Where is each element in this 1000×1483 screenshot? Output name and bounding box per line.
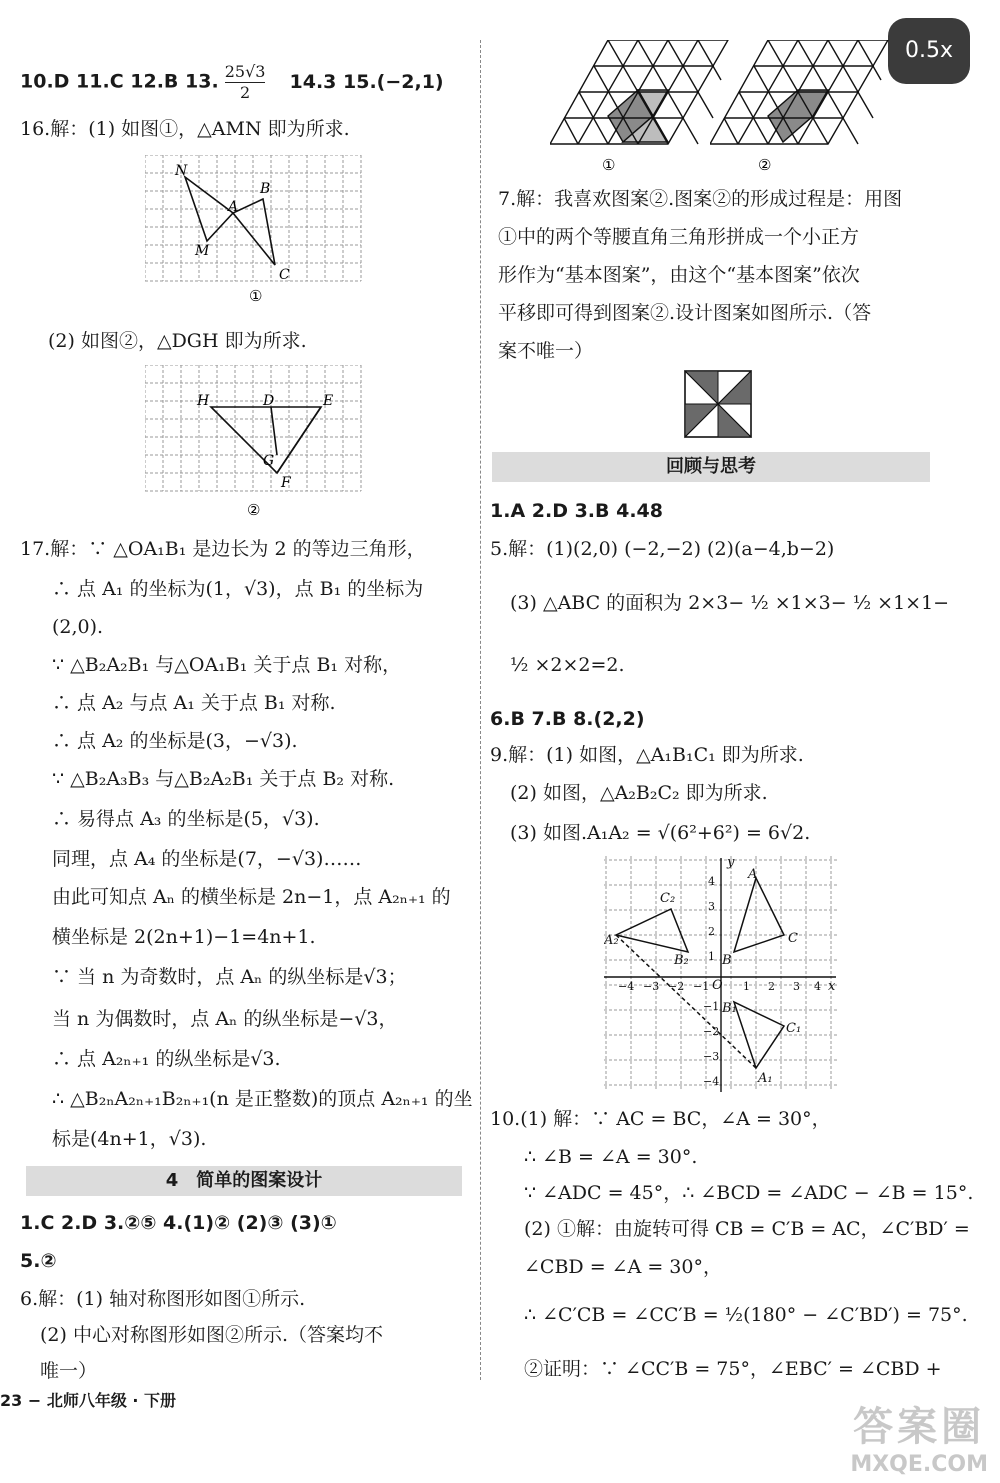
label-a1: A₁: [758, 1071, 773, 1086]
q9-line: 9.解：(1) 如图，△A₁B₁C₁ 即为所求.: [490, 744, 804, 766]
x-tick: 2: [768, 980, 775, 993]
figure1-grid: [145, 155, 363, 305]
answers-top: 10.D 11.C 12.B 13. $\frac{25√3}{2}$ 14.3 15.(−2,1): [20, 62, 444, 102]
segment-dg: [271, 407, 277, 455]
q10-line: ∵ ∠ADC = 45°，∴ ∠BCD = ∠ADC − ∠B = 15°.: [524, 1182, 974, 1204]
triangle-pattern-2: [710, 40, 890, 178]
q10-line: ∴ ∠C′CB = ∠CC′B = ½(180° − ∠C′BD′) = 75°.: [524, 1304, 968, 1326]
q5-line: (3) △ABC 的面积为 2×3− ½ ×1×3− ½ ×1×1−: [510, 592, 950, 614]
q10-line: (2) ①解：由旋转可得 CB = C′B = AC，∠C′BD′ =: [524, 1218, 970, 1240]
review-answers: 1.A 2.D 3.B 4.48: [490, 500, 663, 522]
q17-line: ∴ 点 A₂ 与点 A₁ 关于点 B₁ 对称.: [52, 692, 336, 714]
q17-line: ∴ 点 A₂ 的坐标是(3，−√3).: [52, 730, 298, 752]
q17-line: 17.解：∵ △OA₁B₁ 是边长为 2 的等边三角形，: [20, 538, 426, 560]
label-b2: B₂: [674, 953, 689, 968]
x-axis-label: x: [828, 979, 836, 994]
column-divider: [480, 40, 482, 1380]
y-tick: 2: [708, 925, 715, 938]
figure1-caption: ①: [249, 287, 263, 305]
q10-line: ∴ ∠B = ∠A = 30°.: [524, 1146, 698, 1168]
zoom-badge[interactable]: 0.5x: [888, 18, 970, 84]
label-d: D: [263, 393, 275, 409]
q17-line: 由此可知点 Aₙ 的横坐标是 2n−1，点 A₂ₙ₊₁ 的: [52, 886, 451, 908]
site-watermark: 答案圈 MXQE.COM: [850, 1404, 988, 1477]
q6-line: 唯一）: [40, 1360, 98, 1382]
label-b1: B₁: [722, 1001, 737, 1016]
x-tick: −4: [618, 980, 635, 993]
x-tick: 1: [743, 980, 750, 993]
q17-line: ∵ △B₂A₃B₃ 与△B₂A₂B₁ 关于点 B₂ 对称.: [52, 768, 395, 790]
label-a: A: [228, 199, 239, 215]
label-m: M: [195, 243, 210, 259]
origin-label: O: [712, 978, 723, 993]
page-footer: 23 − 北师八年级 · 下册: [0, 1391, 177, 1410]
q16-line2: (2) 如图②，△DGH 即为所求.: [48, 330, 307, 352]
pattern1-caption: ①: [602, 156, 616, 174]
y-tick: −2: [703, 1025, 720, 1038]
label-c1: C₁: [786, 1021, 802, 1036]
x-tick: 4: [814, 980, 821, 993]
pattern2-caption: ②: [758, 156, 772, 174]
pinwheel-design: [684, 370, 754, 440]
q17-line: ∴ 点 A₁ 的坐标为(1，√3)，点 B₁ 的坐标为: [52, 578, 424, 600]
q6-line: 6.解：(1) 轴对称图形如图①所示.: [20, 1288, 306, 1310]
q10-line: 10.(1) 解：∵ AC = BC，∠A = 30°，: [490, 1108, 831, 1130]
y-tick: −1: [703, 1000, 720, 1013]
label-b: B: [722, 953, 732, 968]
q17-line: 同理，点 A₄ 的坐标是(7，−√3)……: [52, 848, 362, 870]
section-review-header: 回顾与思考: [492, 452, 930, 482]
label-f: F: [281, 475, 291, 491]
x-tick: −1: [693, 980, 710, 993]
q9-line: (3) 如图.A₁A₂ = √(6²+6²) = 6√2.: [510, 822, 811, 844]
label-g: G: [263, 453, 275, 469]
triangle-abc: [233, 199, 275, 265]
q7-line: 7.解：我喜欢图案②.图案②的形成过程是：用图: [498, 188, 903, 210]
q9-line: (2) 如图，△A₂B₂C₂ 即为所求.: [510, 782, 768, 804]
q5-line: 5.解：(1)(2,0) (−2,−2) (2)(a−4,b−2): [490, 538, 835, 560]
label-e: E: [323, 393, 334, 409]
q6-line: (2) 中心对称图形如图②所示.（答案均不: [40, 1324, 383, 1346]
q17-line: ∴ 易得点 A₃ 的坐标是(5，√3).: [52, 808, 320, 830]
q17-line: ∴ 点 A₂ₙ₊₁ 的纵坐标是√3.: [52, 1048, 281, 1070]
label-c2: C₂: [660, 891, 676, 906]
triangle-pattern-1: [550, 40, 730, 178]
figure2-caption: ②: [247, 501, 261, 519]
coordinate-grid: [604, 856, 840, 1094]
label-c: C: [788, 931, 798, 946]
label-h: H: [197, 393, 210, 409]
y-tick: −4: [703, 1075, 720, 1088]
x-tick: 3: [793, 980, 800, 993]
section-4-header: 4 简单的图案设计: [26, 1166, 462, 1196]
q5-line: ½ ×2×2=2.: [510, 654, 625, 676]
q7-line: 平移即可得到图案②.设计图案如图所示.（答: [498, 302, 872, 324]
section4-answers: 1.C 2.D 3.②⑤ 4.(1)② (2)③ (3)①: [20, 1212, 337, 1234]
q17-line: ∵ 当 n 为奇数时，点 Aₙ 的纵坐标是√3；: [52, 966, 407, 988]
q10-line: ∠CBD = ∠A = 30°，: [524, 1256, 722, 1278]
review-answers: 6.B 7.B 8.(2,2): [490, 708, 645, 730]
q17-line: (2,0).: [52, 616, 104, 638]
q17-line: 标是(4n+1，√3).: [52, 1128, 207, 1150]
label-n: N: [175, 163, 188, 179]
q17-line: ∵ △B₂A₂B₁ 与△OA₁B₁ 关于点 B₁ 对称，: [52, 654, 402, 676]
label-a: A: [748, 867, 758, 882]
x-tick: −2: [668, 980, 685, 993]
q7-line: 形作为“基本图案”，由这个“基本图案”依次: [498, 264, 860, 286]
y-tick: 4: [708, 875, 715, 888]
frac13-den: 2: [240, 83, 251, 102]
x-tick: −3: [643, 980, 660, 993]
y-tick: 3: [708, 900, 715, 913]
q16-line1: 16.解：(1) 如图①，△AMN 即为所求.: [20, 118, 350, 140]
segment-fe: [277, 407, 321, 473]
q10-line: ②证明：∵ ∠CC′B = 75°，∠EBC′ = ∠CBD +: [524, 1358, 942, 1380]
label-a2: A₂: [604, 933, 619, 948]
figure2-grid: [145, 365, 365, 527]
y-tick: −3: [703, 1050, 720, 1063]
triangle-abc: [734, 878, 784, 952]
y-axis-label: y: [727, 856, 735, 870]
q17-line: 横坐标是 2(2n+1)−1=4n+1.: [52, 926, 316, 948]
q7-line: 案不唯一）: [498, 340, 594, 362]
section4-answers: 5.②: [20, 1250, 57, 1272]
q17-line: 当 n 为偶数时，点 Aₙ 的纵坐标是−√3，: [52, 1008, 398, 1030]
label-b: B: [260, 181, 271, 197]
y-tick: 1: [708, 950, 715, 963]
q7-line: ①中的两个等腰直角三角形拼成一个小正方: [498, 226, 860, 248]
label-c: C: [279, 267, 290, 283]
q17-line: ∴ △B₂ₙA₂ₙ₊₁B₂ₙ₊₁(n 是正整数)的顶点 A₂ₙ₊₁ 的坐: [52, 1088, 473, 1110]
frac13-num: 25√3: [224, 62, 266, 81]
